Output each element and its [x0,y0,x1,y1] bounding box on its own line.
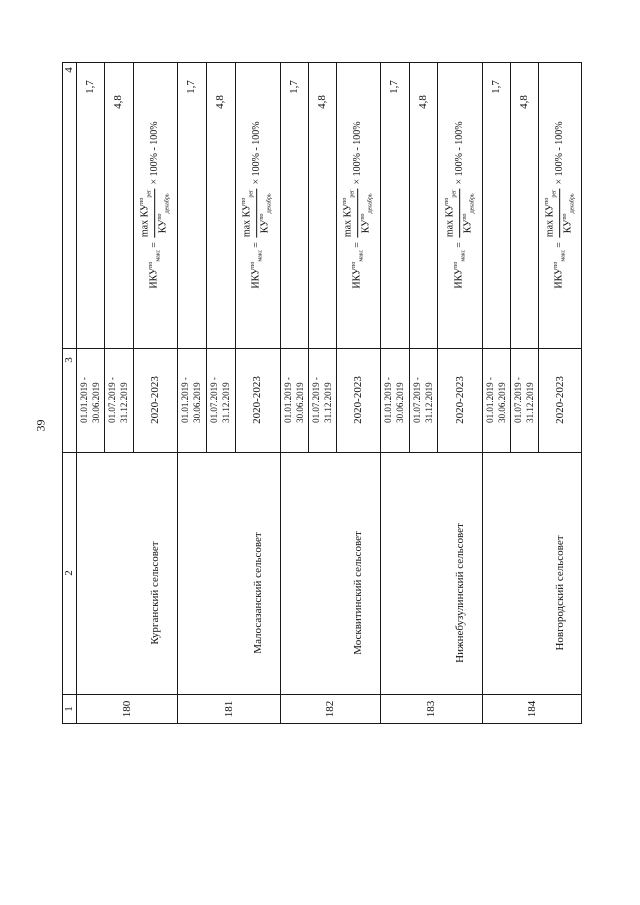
table-border-right [581,62,582,724]
period-first-half: 01.01.2019 - 30.06.2019 [79,377,102,423]
value-second-half: 4,8 [518,95,530,109]
index-formula [442,121,478,288]
table-border-left [62,62,63,724]
tariff-table [62,62,582,724]
period-second-half: 01.07.2019 - 31.12.2019 [513,377,535,423]
period-forecast: 2020-2023 [453,376,466,424]
row-number: 180 [120,700,133,718]
period-second-half: 01.07.2019 - 31.12.2019 [311,377,333,423]
column-separator [62,452,582,453]
index-formula [240,121,276,288]
column-separator [62,694,582,695]
period-first-half: 01.01.2019 - 30.06.2019 [283,377,305,423]
formula-lhs: $ИКУ^{по}_{макс}$ [553,249,567,289]
index-formula [137,121,173,288]
row-name: Нижнебузулинский сельсовет [454,523,466,663]
header-col-2: 2 [63,570,75,576]
index-formula [340,121,376,288]
value-second-half: 4,8 [112,95,125,109]
period-forecast: 2020-2023 [554,376,566,424]
formula-fraction: $\max КУ^{по}_{рег}$ $КУ^{по}_{декабрь}$ [342,189,374,238]
header-col-4: 4 [63,67,75,73]
row-subseparator [409,62,410,452]
row-name: Малосазанский сельсовет [252,532,264,654]
row-subseparator [235,62,236,452]
row-subseparator [437,62,438,452]
formula-equals: = [554,242,565,248]
row-number: 184 [526,700,538,718]
formula-lhs: $ИКУ^{по}_{макс}$ [452,249,467,289]
period-forecast: 2020-2023 [148,376,161,424]
page-number: 39 [33,419,48,432]
value-first-half: 1,7 [84,80,97,94]
table-border-top [62,62,582,63]
row-subseparator [336,62,337,452]
period-second-half: 01.07.2019 - 31.12.2019 [209,377,232,423]
period-first-half: 01.01.2019 - 30.06.2019 [383,377,406,423]
index-formula [542,121,578,288]
period-forecast: 2020-2023 [251,376,264,424]
value-first-half: 1,7 [185,80,198,94]
formula-lhs: $ИКУ^{по}_{макс}$ [250,249,264,289]
period-second-half: 01.07.2019 - 31.12.2019 [107,377,130,423]
period-second-half: 01.07.2019 - 31.12.2019 [411,377,434,423]
header-col-3: 3 [63,357,75,363]
value-first-half: 1,7 [388,80,401,94]
row-subseparator [133,62,134,452]
formula-tail: × 100% - 100% [453,121,465,185]
period-first-half: 01.01.2019 - 30.06.2019 [485,377,507,423]
row-separator [380,62,381,724]
table-border-bottom [62,723,582,724]
formula-tail: × 100% - 100% [148,121,160,185]
column-separator [62,348,582,349]
formula-tail: × 100% - 100% [251,121,263,185]
formula-fraction: $\max КУ^{по}_{рег}$ $КУ^{по}_{декабрь}$ [443,189,476,238]
row-subseparator [206,62,207,452]
row-separator [177,62,178,724]
formula-lhs: $ИКУ^{по}_{макс}$ [148,249,162,289]
value-second-half: 4,8 [316,95,328,109]
row-number: 183 [425,700,437,718]
formula-fraction: $\max КУ^{по}_{рег}$ $КУ^{по}_{декабрь}$ [544,189,576,238]
formula-lhs: $ИКУ^{по}_{макс}$ [351,249,365,289]
header-col-1: 1 [63,706,75,712]
row-separator [482,62,483,724]
header-separator [76,62,77,724]
period-forecast: 2020-2023 [352,376,364,424]
formula-fraction: $\max КУ^{по}_{рег}$ $КУ^{по}_{декабрь}$ [241,189,274,238]
row-subseparator [538,62,539,452]
period-first-half: 01.01.2019 - 30.06.2019 [180,377,203,423]
formula-equals: = [251,242,263,248]
row-number: 182 [324,700,336,718]
value-second-half: 4,8 [416,95,429,109]
formula-tail: × 100% - 100% [352,121,363,185]
row-subseparator [308,62,309,452]
formula-tail: × 100% - 100% [554,121,565,185]
formula-fraction: $\max КУ^{по}_{рег}$ $КУ^{по}_{декабрь}$ [138,189,171,238]
row-name: Москвитинский сельсовет [352,531,364,655]
row-number: 181 [222,700,235,718]
formula-equals: = [453,242,465,248]
value-second-half: 4,8 [214,95,227,109]
formula-equals: = [148,242,160,248]
row-name: Новгородский сельсовет [554,535,566,651]
row-separator [280,62,281,724]
row-name: Курганский сельсовет [149,541,161,645]
value-first-half: 1,7 [288,80,300,94]
value-first-half: 1,7 [490,80,502,94]
row-subseparator [510,62,511,452]
formula-equals: = [352,242,363,248]
